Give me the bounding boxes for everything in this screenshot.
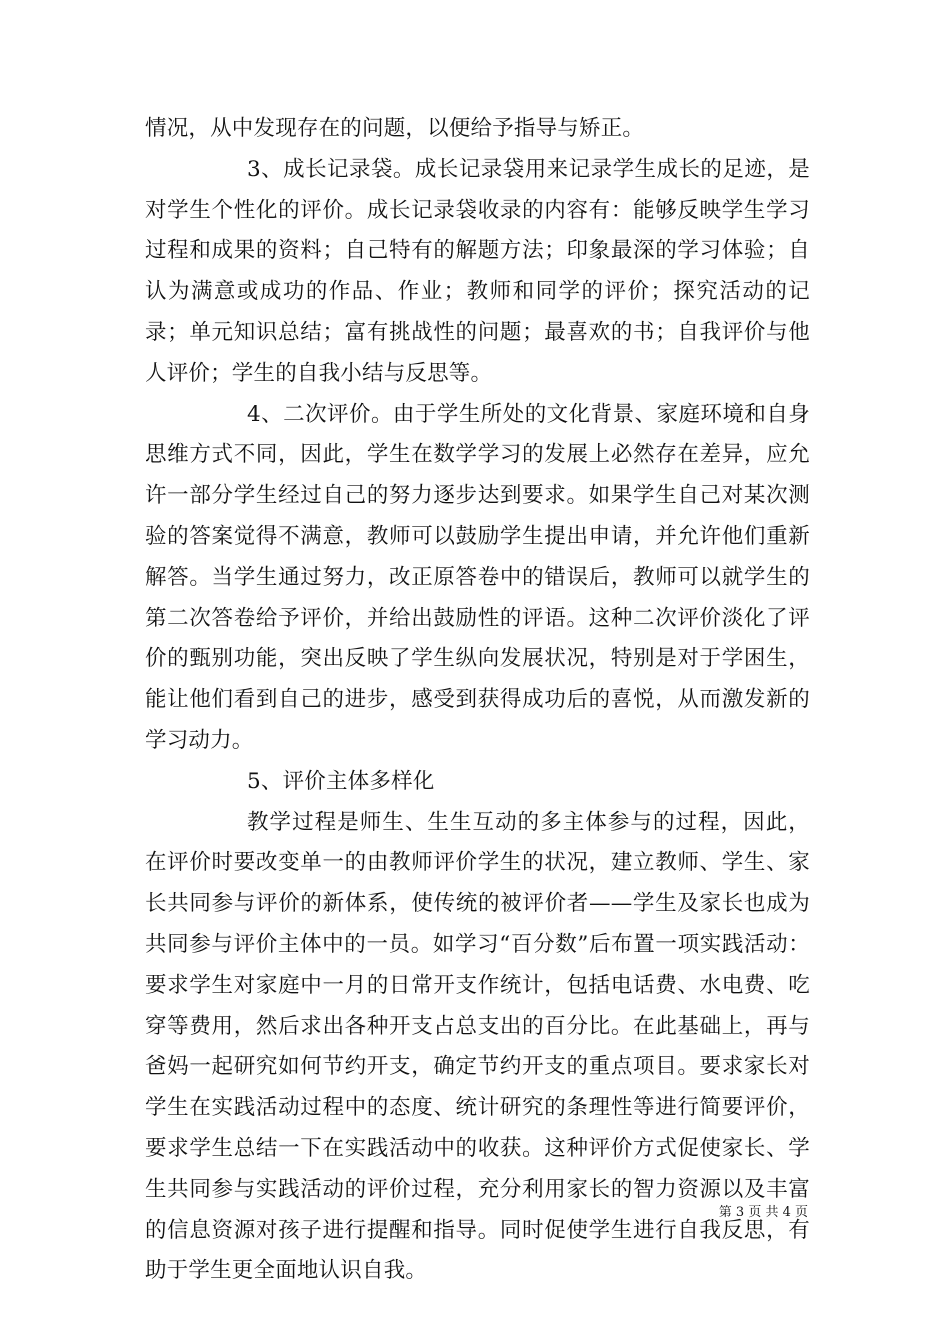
paragraph-evaluation-subjects: 教学过程是师生、生生互动的多主体参与的过程，因此，在评价时要改变单一的由教师评价学生的状况，建立教师、学生、家长共同参与评价的新体系，使传统的被评价者——学生及家长也成为共同参与评价主体中的一员。如学习“百分数”后布置一项实践活动：要求学生对家庭中一月的日常开支作统计，包括电话费、水电费、吃穿等费用，然后求出各种开支占总支出的百分比。在此基础上，再与爸妈一起研究如何节约开支，确定节约开支的重点项目。要求家长对学生在实践活动过程中的态度、统计研究的条理性等进行简要评价，要求学生总结一下在实践活动中的收获。这种评价方式促使家长、学生共同参与实践活动的评价过程，充分利用家长的智力资源以及丰富的信息资源对孩子进行提醒和指导。同时促使学生进行自我反思，有助于学生更全面地认识自我。 (145, 809, 810, 1284)
page-number-footer (719, 1205, 808, 1221)
paragraph-continuation: 情况，从中发现存在的问题，以便给予指导与矫正。 (145, 116, 645, 141)
section-heading-evaluation-subjects: 5、评价主体多样化 (247, 768, 435, 794)
paragraph-second-evaluation: 4、二次评价。由于学生所处的文化背景、家庭环境和自身思维方式不同，因此，学生在数学学习的发展上必然存在差异，应允许一部分学生经过自己的努力逐步达到要求。如果学生自己对某次测验的答案觉得不满意，教师可以鼓励学生提出申请，并允许他们重新解答。当学生通过努力，改正原答卷中的错误后，教师可以就学生的第二次答卷给予评价，并给出鼓励性的评语。这种二次评价淡化了评价的甄别功能，突出反映了学生纵向发展状况，特别是对于学困生，能让他们看到自己的进步，感受到获得成功后的喜悦，从而激发新的学习动力。 (145, 401, 810, 753)
paragraph-growth-portfolio: 3、成长记录袋。成长记录袋用来记录学生成长的足迹，是对学生个性化的评价。成长记录袋收录的内容有：能够反映学生学习过程和成果的资料；自己特有的解题方法；印象最深的学习体验；自认为满意或成功的作品、作业；教师和同学的评价；探究活动的记录；单元知识总结；富有挑战性的问题；最喜欢的书；自我评价与他人评价；学生的自我小结与反思等。 (145, 156, 810, 386)
page-number-label: 第 3 页 共 4 页 (718, 1205, 808, 1220)
document-body (145, 109, 810, 1292)
